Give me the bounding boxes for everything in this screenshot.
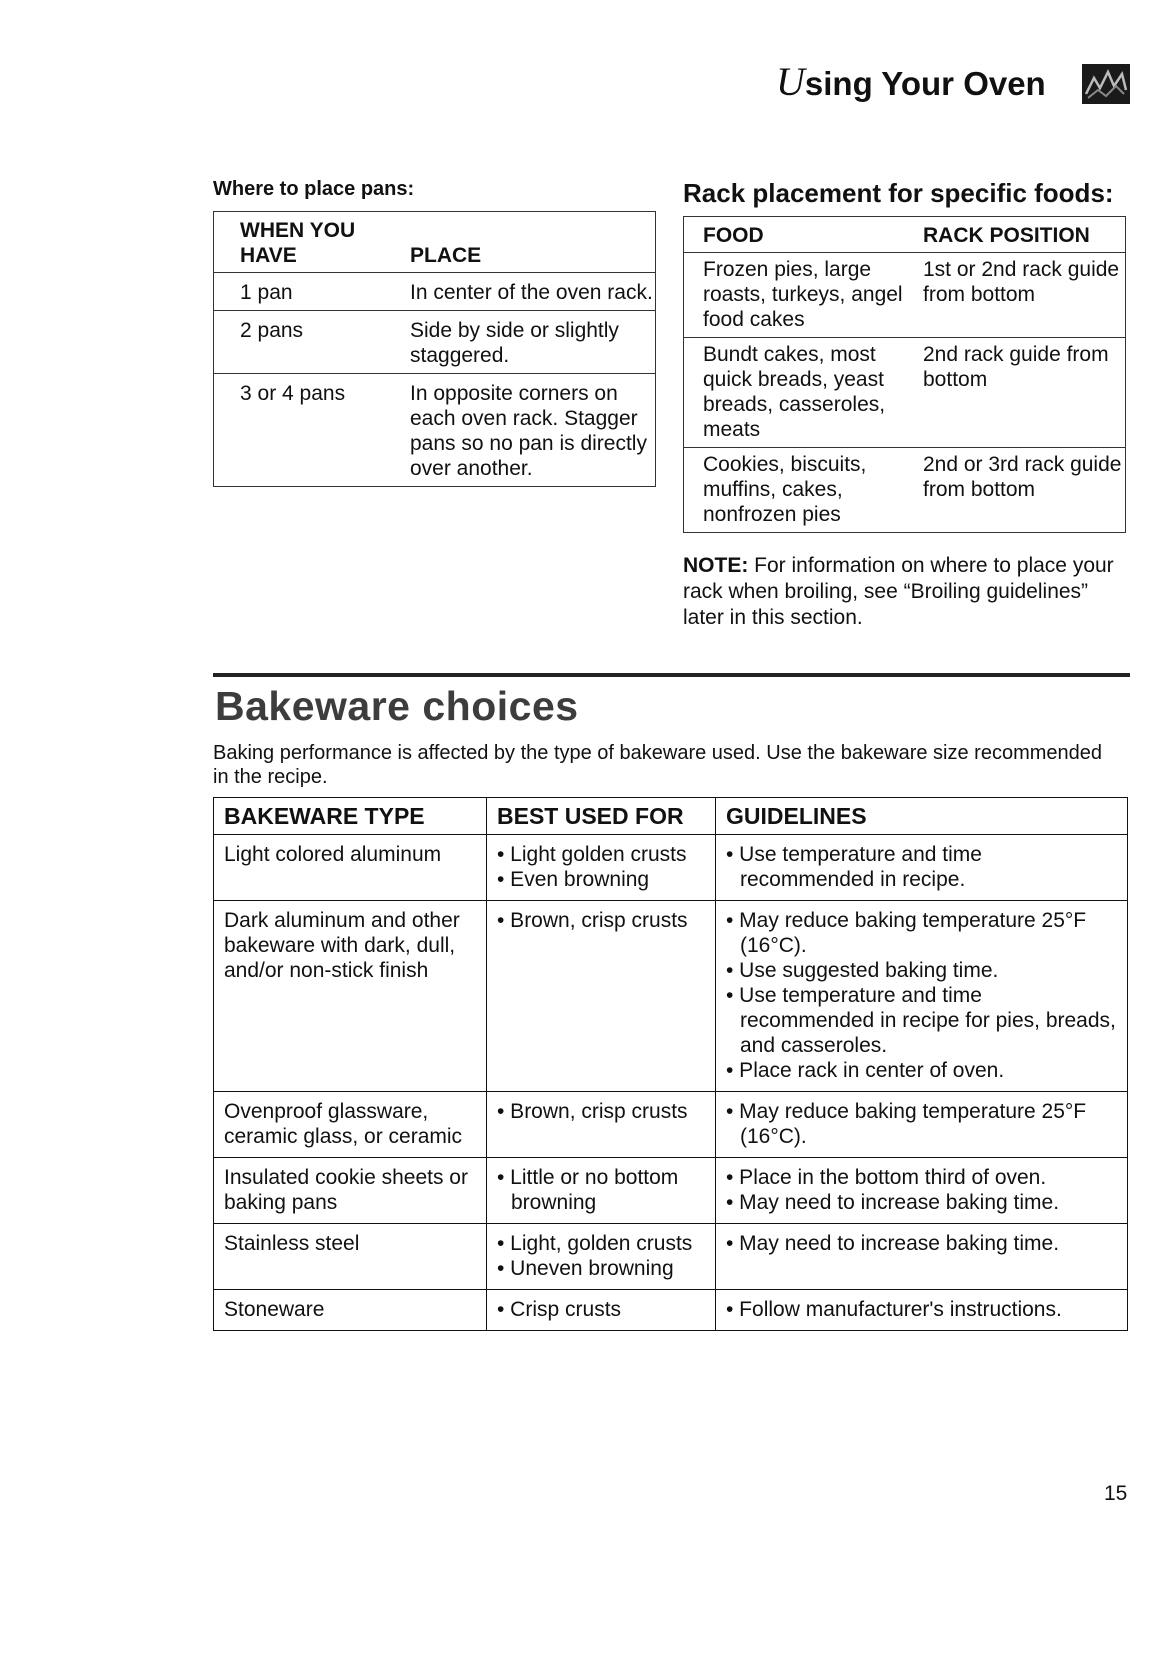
guideline-item: • Use suggested baking time.: [726, 959, 999, 982]
rack-food-cell: Bundt cakes, most quick breads, yeast breads, casseroles, meats: [684, 338, 924, 448]
best-used-for-item: • Crisp crusts: [497, 1298, 622, 1321]
rack-note: [683, 553, 1123, 631]
bakeware-type-header: BAKEWARE TYPE: [214, 798, 487, 835]
rack-heading: Rack placement for specific foods:: [683, 178, 1114, 208]
note-label: NOTE:: [683, 554, 749, 577]
bakeware-type-cell: Stainless steel: [214, 1224, 487, 1290]
guidelines-cell: [716, 1224, 1128, 1290]
bakeware-type-cell: Light colored aluminum: [214, 835, 487, 901]
table-row: [214, 1092, 1128, 1158]
guideline-item: • Follow manufacturer's instructions.: [726, 1298, 1062, 1321]
table-row: [214, 374, 656, 487]
bakeware-type-cell: Dark aluminum and other bakeware with dark, dull, and/or non-stick finish: [214, 901, 487, 1092]
pans-table-header: [214, 212, 656, 273]
guidelines-cell: [716, 1158, 1128, 1224]
bakeware-table-header: [214, 798, 1128, 835]
pans-have-cell: 3 or 4 pans: [214, 374, 411, 487]
section-divider: [213, 673, 1130, 677]
rack-table-header: [684, 217, 1126, 253]
rack-food-cell: Cookies, biscuits, muffins, cakes, nonfrozen pies: [684, 448, 924, 533]
rack-col2-header: RACK POSITION: [923, 217, 1126, 253]
best-used-for-cell: [487, 1092, 716, 1158]
bakeware-table: [213, 797, 1128, 1331]
bakeware-type-cell: Ovenproof glassware, ceramic glass, or ceramic: [214, 1092, 487, 1158]
rack-table: [683, 216, 1126, 533]
best-used-for-item: • Even browning: [497, 868, 650, 891]
table-row: [214, 835, 1128, 901]
pans-col1-header: [214, 212, 411, 273]
guidelines-header: GUIDELINES: [716, 798, 1128, 835]
best-used-for-cell: [487, 901, 716, 1092]
table-row: [214, 311, 656, 374]
bakeware-table-body: [214, 835, 1128, 1331]
pans-col1-header-line1: WHEN YOU: [240, 219, 356, 242]
best-used-for-item: • Brown, crisp crusts: [497, 1100, 688, 1123]
table-row: [214, 1290, 1128, 1331]
bakeware-type-cell: Insulated cookie sheets or baking pans: [214, 1158, 487, 1224]
guidelines-cell: [716, 1290, 1128, 1331]
pans-col1-header-line2: HAVE: [240, 244, 297, 267]
guideline-item: • Place in the bottom third of oven.: [726, 1166, 1047, 1189]
best-used-for-cell: [487, 1224, 716, 1290]
pans-table: [213, 211, 656, 487]
best-used-for-item: • Little or no bottom browning: [497, 1166, 679, 1214]
guideline-item: • Use temperature and time recommended in recipe for pies, breads, and casseroles.: [726, 984, 1116, 1057]
rack-position-cell: 1st or 2nd rack guide from bottom: [923, 253, 1126, 338]
guideline-item: • Place rack in center of oven.: [726, 1059, 1005, 1082]
pans-place-cell: In opposite corners on each oven rack. Stagger pans so no pan is directly over another.: [410, 374, 656, 487]
guideline-item: • May reduce baking temperature 25°F (16°C).: [726, 1100, 1087, 1148]
pans-col2-header: PLACE: [410, 212, 656, 273]
pans-place-cell: Side by side or slightly staggered.: [410, 311, 656, 374]
bakeware-type-cell: Stoneware: [214, 1290, 487, 1331]
best-used-for-item: • Uneven browning: [497, 1257, 674, 1280]
best-used-for-header: BEST USED FOR: [487, 798, 716, 835]
best-used-for-cell: [487, 1158, 716, 1224]
pans-heading: Where to place pans:: [213, 178, 415, 200]
oven-graphic-icon: [1082, 64, 1130, 104]
best-used-for-item: • Light golden crusts: [497, 843, 687, 866]
guideline-item: • May need to increase baking time.: [726, 1191, 1060, 1214]
guideline-item: • Use temperature and time recommended in recipe.: [726, 843, 982, 891]
note-text: For information on where to place your rack when broiling, see “Broiling guidelines” later in this section.: [683, 554, 1114, 629]
page-header-title: [776, 58, 1046, 105]
best-used-for-item: • Light, golden crusts: [497, 1232, 693, 1255]
bakeware-section-title: Bakeware choices: [215, 683, 579, 729]
table-row: [214, 1158, 1128, 1224]
rack-col1-header: FOOD: [684, 217, 924, 253]
guideline-item: • May need to increase baking time.: [726, 1232, 1060, 1255]
best-used-for-cell: [487, 1290, 716, 1331]
best-used-for-cell: [487, 835, 716, 901]
guidelines-cell: [716, 835, 1128, 901]
rack-position-cell: 2nd rack guide from bottom: [923, 338, 1126, 448]
table-row: [214, 901, 1128, 1092]
table-row: [684, 338, 1126, 448]
guidelines-cell: [716, 901, 1128, 1092]
guidelines-cell: [716, 1092, 1128, 1158]
best-used-for-item: • Brown, crisp crusts: [497, 909, 688, 932]
guideline-item: • May reduce baking temperature 25°F (16°C).: [726, 909, 1087, 957]
table-row: [684, 448, 1126, 533]
rack-position-cell: 2nd or 3rd rack guide from bottom: [923, 448, 1126, 533]
pans-have-cell: 2 pans: [214, 311, 411, 374]
header-title-rest: sing Your Oven: [804, 65, 1046, 102]
bakeware-intro: Baking performance is affected by the type of bakeware used. Use the bakeware size recommended in the recipe.: [213, 742, 1103, 788]
table-row: [214, 273, 656, 311]
table-row: [214, 1224, 1128, 1290]
page-number: 15: [1104, 1482, 1128, 1505]
rack-food-cell: Frozen pies, large roasts, turkeys, angel food cakes: [684, 253, 924, 338]
table-row: [684, 253, 1126, 338]
pans-place-cell: In center of the oven rack.: [410, 273, 656, 311]
header-title-initial: U: [776, 59, 805, 104]
pans-have-cell: 1 pan: [214, 273, 411, 311]
